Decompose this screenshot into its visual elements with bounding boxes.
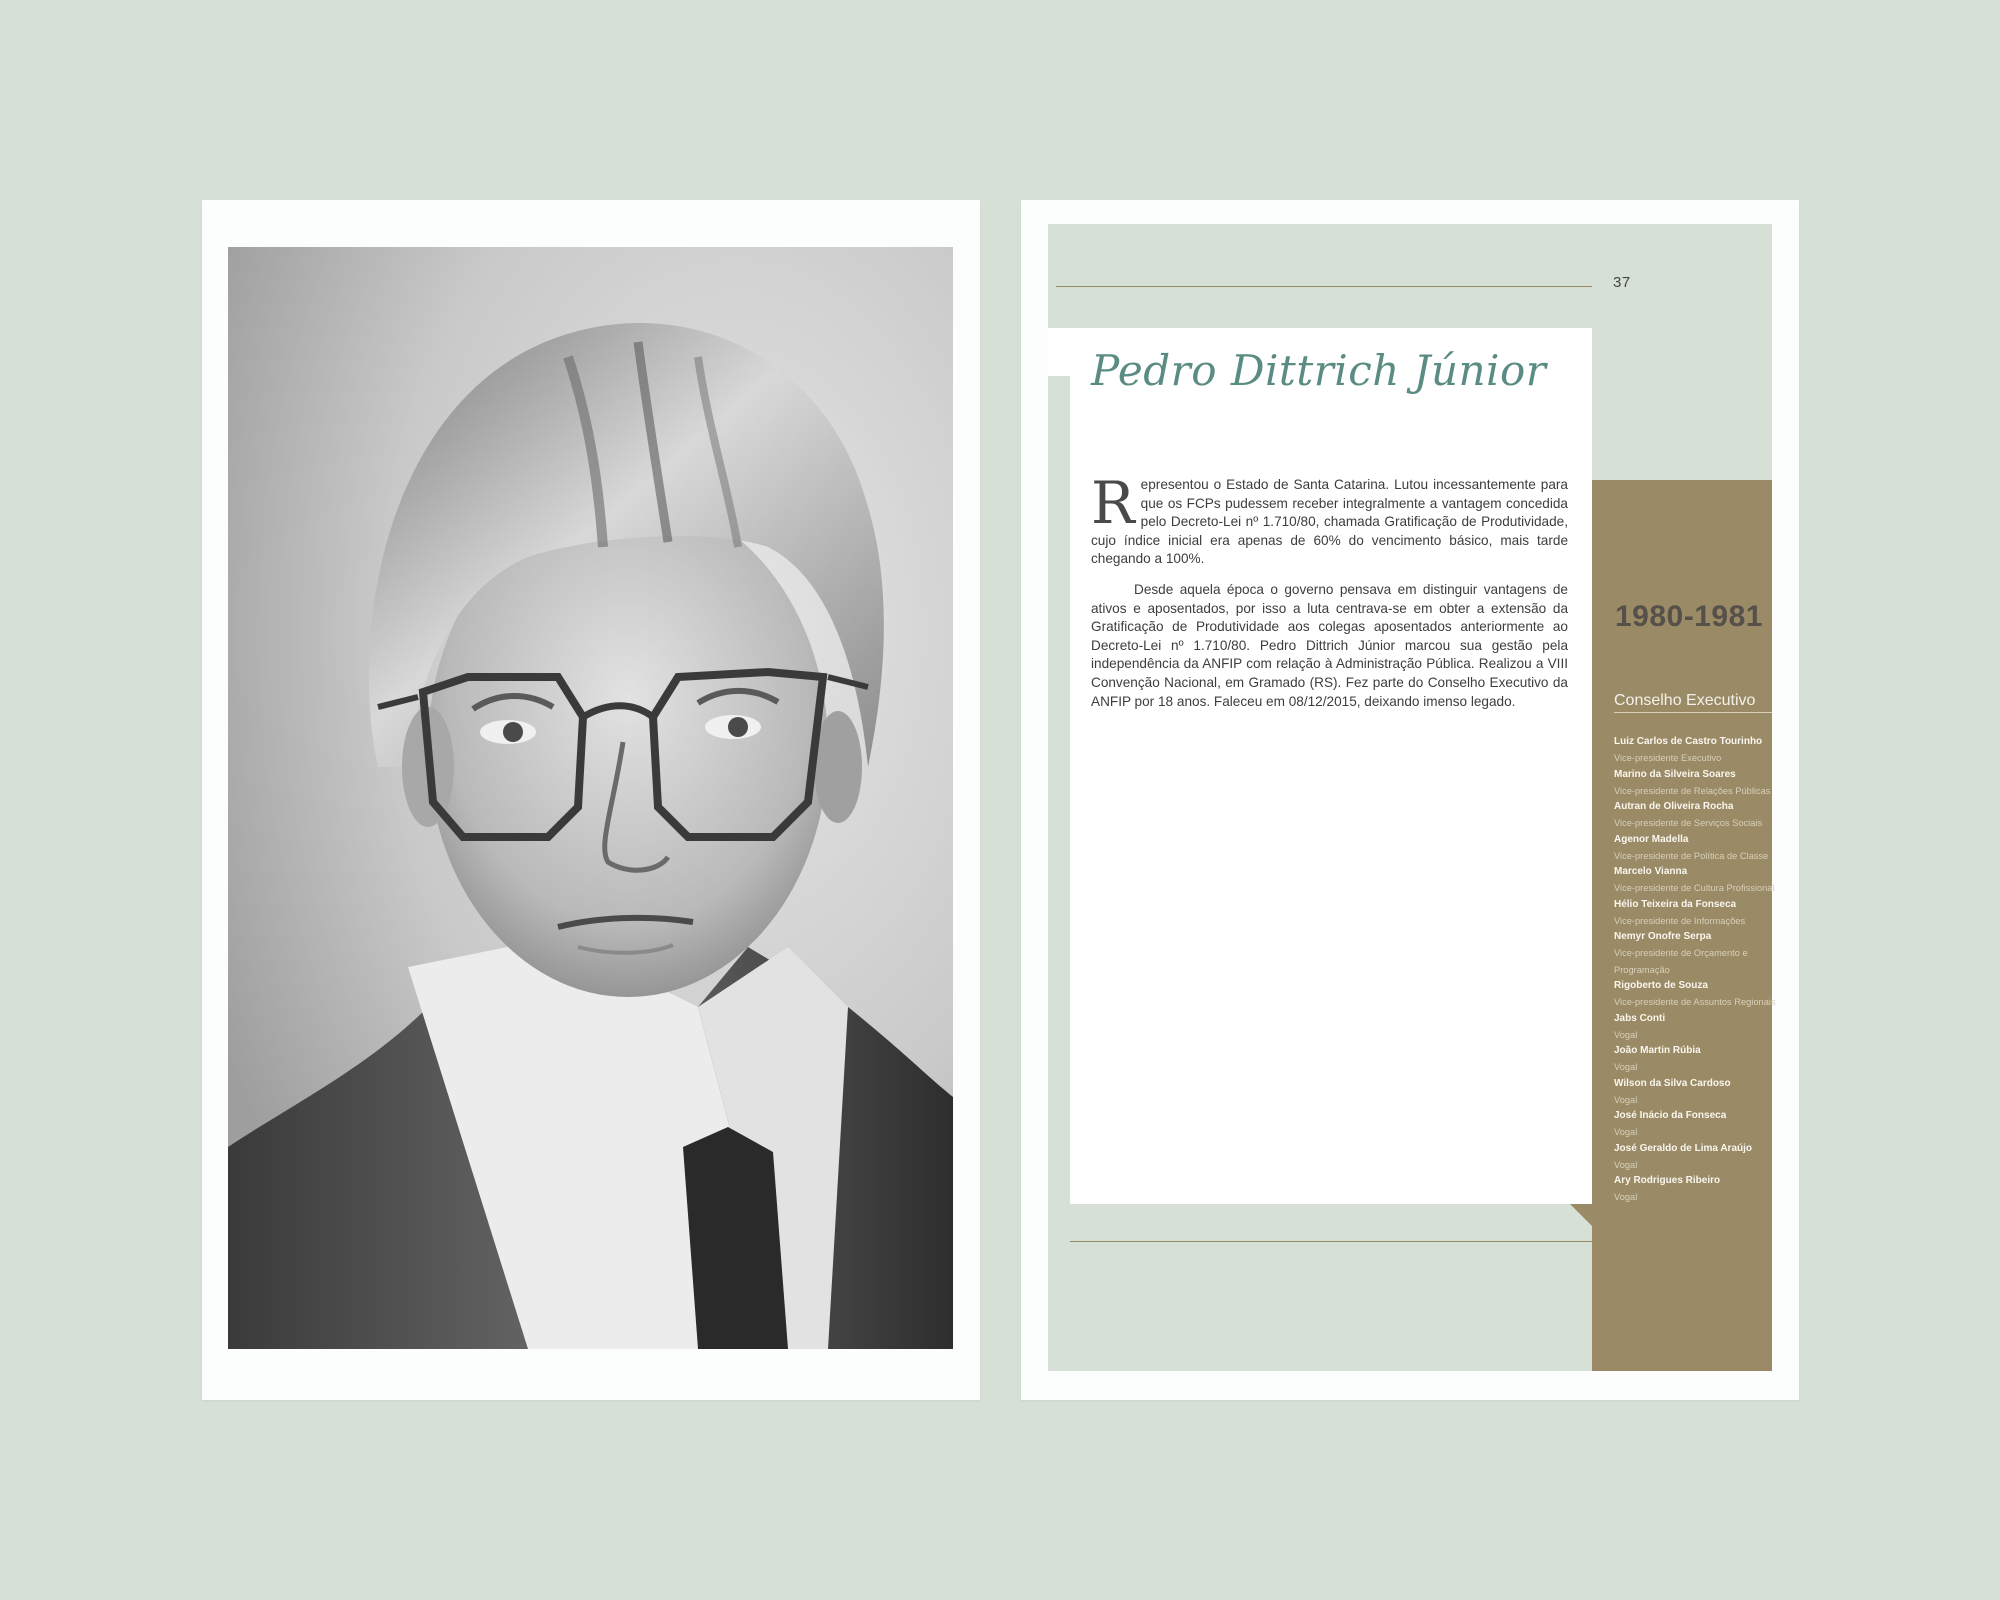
member-role: Vogal (1614, 1127, 1638, 1137)
member-role: Vice-presidente de Relações Públicas (1614, 785, 1771, 796)
card-fold-bottom-corner (1570, 1204, 1592, 1226)
left-page (202, 200, 980, 1400)
member-role: Vice-presidente de Assuntos Regionais (1614, 997, 1776, 1007)
member-name: João Martin Rúbia (1614, 1045, 1701, 1056)
member-role: Vice-presidente de Orçamento e Programação (1614, 948, 1748, 975)
member-item (1614, 1141, 1779, 1174)
card-fold-corner (1048, 376, 1070, 398)
member-name: Jabs Conti (1614, 1012, 1666, 1024)
bottom-divider (1070, 1241, 1592, 1242)
member-item (1614, 864, 1779, 897)
member-item (1614, 897, 1779, 930)
member-item (1614, 832, 1779, 865)
member-item (1614, 767, 1779, 800)
council-member-list (1614, 734, 1779, 1206)
member-role: Vice-presidente de Cultura Profissional (1614, 883, 1775, 893)
council-divider (1614, 712, 1772, 713)
member-name: Ary Rodrigues Ribeiro (1614, 1175, 1721, 1186)
member-item (1614, 734, 1779, 767)
member-name: Rigoberto de Souza (1614, 980, 1708, 991)
page-title: Pedro Dittrich Júnior (1091, 346, 1547, 395)
portrait-sketch-image (228, 247, 953, 1349)
member-role: Vogal (1614, 1029, 1638, 1040)
member-item (1614, 978, 1779, 1011)
member-name: José Geraldo de Lima Araújo (1614, 1142, 1753, 1154)
member-item (1614, 1011, 1779, 1044)
member-role: Vice-presidente de Informações (1614, 915, 1746, 926)
term-years: 1980-1981 (1615, 600, 1763, 633)
biography-card (1048, 328, 1592, 1204)
member-name: Marino da Silveira Soares (1614, 768, 1736, 780)
council-heading: Conselho Executivo (1614, 692, 1756, 709)
paragraph-1 (1091, 469, 1568, 569)
portrait-drawing (228, 247, 953, 1349)
member-item (1614, 1076, 1779, 1109)
page-number: 37 (1613, 274, 1631, 291)
paragraph-1-text: epresentou o Estado de Santa Catarina. Lutou incessantemente para que os FCPs pudessem receber integralmente a vantagem concedida pelo Decreto-Lei nº 1.710/80, chamada Gratificação de Produtividade, cujo índice inicial era apenas de 60% do vencimento básico, mais tarde chegando a 100%. (1091, 477, 1568, 567)
member-role: Vice-presidente de Serviços Sociais (1614, 818, 1763, 828)
member-name: Nemyr Onofre Serpa (1614, 931, 1712, 942)
member-role: Vice-presidente Executivo (1614, 753, 1722, 763)
member-item (1614, 1043, 1779, 1076)
paragraph-2: Desde aquela época o governo pensava em distinguir vantagens de ativos e aposentados, por isso a luta centrava-se em obter a extensão da Gratificação de Produtividade aos colegas aposentados anteriormente ao Decreto-Lei nº 1.710/80. Pedro Dittrich Júnior marcou sua gestão pela independência da ANFIP com relação à Administração Pública. Realizou a VIII Convenção Nacional, em Gramado (RS). Fez parte do Conselho Executivo da ANFIP por 18 anos. Faleceu em 08/12/2015, deixando imenso legado. (1091, 581, 1568, 709)
member-role: Vogal (1614, 1094, 1638, 1105)
member-item (1614, 1173, 1779, 1206)
member-item (1614, 799, 1779, 832)
member-role: Vice-presidente de Política de Classe (1614, 850, 1769, 861)
member-item (1614, 1108, 1779, 1141)
top-divider (1056, 286, 1592, 287)
member-name: Hélio Teixeira da Fonseca (1614, 898, 1737, 910)
member-role: Vogal (1614, 1062, 1638, 1072)
member-name: Autran de Oliveira Rocha (1614, 801, 1734, 812)
member-role: Vogal (1614, 1159, 1638, 1170)
card-left-notch (1048, 376, 1070, 1204)
biography-text (1091, 469, 1568, 723)
member-name: Wilson da Silva Cardoso (1614, 1077, 1731, 1089)
member-role: Vogal (1614, 1192, 1638, 1202)
drop-cap: R (1091, 469, 1135, 537)
right-page (1021, 200, 1799, 1400)
member-name: Marcelo Vianna (1614, 866, 1688, 877)
member-name: Luiz Carlos de Castro Tourinho (1614, 736, 1763, 747)
member-name: Agenor Madella (1614, 833, 1689, 845)
member-item (1614, 929, 1779, 978)
member-name: José Inácio da Fonseca (1614, 1110, 1727, 1121)
